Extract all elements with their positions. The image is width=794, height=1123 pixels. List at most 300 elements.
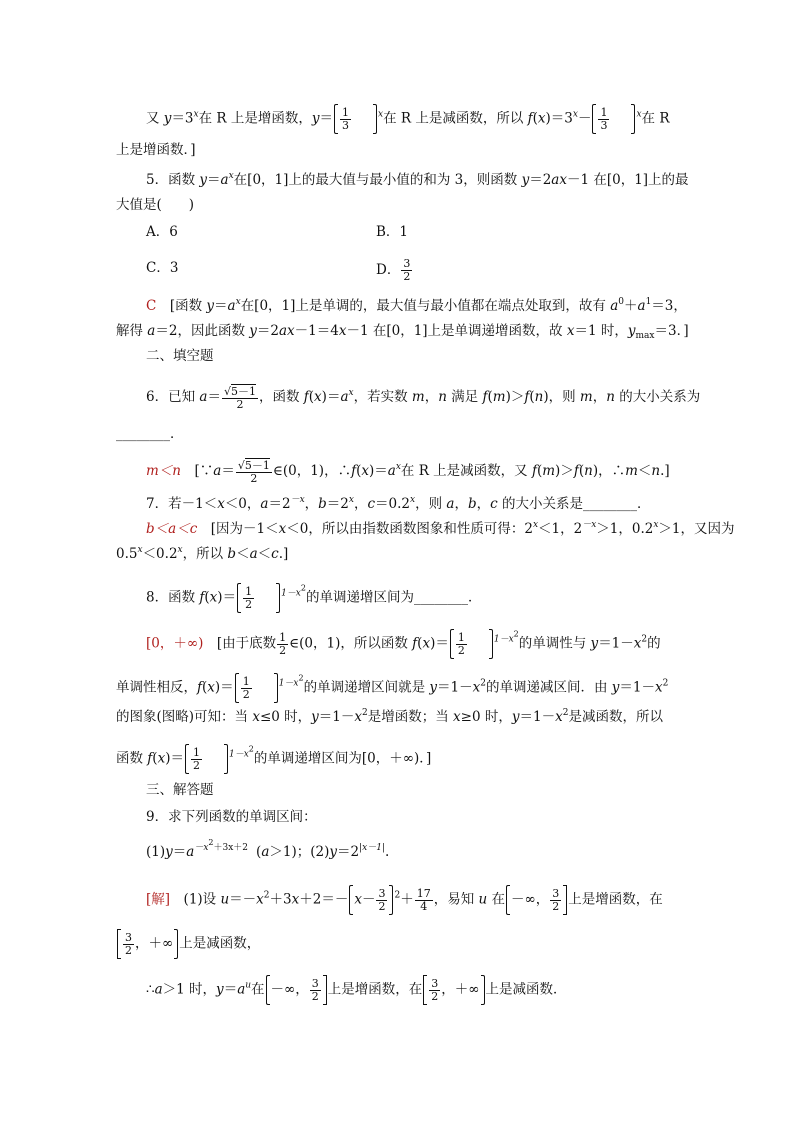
answer-7-line-2 xyxy=(116,544,288,564)
text: x xyxy=(354,891,362,908)
denominator: 2 xyxy=(250,472,258,485)
answer-text: m＜n xyxy=(146,463,181,479)
text: ＜ xyxy=(637,463,652,479)
text: |x－1| xyxy=(359,843,385,853)
text: 是增函数；当 xyxy=(367,709,454,725)
text: x xyxy=(472,679,481,696)
left-paren xyxy=(235,673,239,703)
denominator: 2 xyxy=(245,597,253,611)
text: ＋3x＋2 xyxy=(213,843,249,853)
text: 0 xyxy=(618,297,624,307)
text: ， xyxy=(424,389,439,405)
numerator: 1 xyxy=(457,630,465,644)
text: 上是减函数， xyxy=(179,935,261,952)
text: 1－x xyxy=(278,678,299,689)
text: x xyxy=(636,109,642,120)
question-6-line-1 xyxy=(146,384,700,411)
right-paren xyxy=(276,583,280,613)
text: x xyxy=(572,109,578,120)
denominator: 2 xyxy=(279,643,287,657)
fraction xyxy=(191,747,202,772)
text: )＞ xyxy=(505,389,525,405)
left-paren xyxy=(506,885,510,915)
text: 上是减函数． xyxy=(485,981,567,998)
text: ∴ xyxy=(146,981,155,998)
text: a xyxy=(260,496,269,512)
text: ＞1)；(2) xyxy=(269,844,330,860)
text: ，＋∞ xyxy=(135,935,174,952)
text: ＝1－ xyxy=(598,635,634,652)
text: y xyxy=(249,323,257,339)
text: 7．若－1＜ xyxy=(146,496,218,512)
text: ＝1－ xyxy=(519,709,556,725)
text: a xyxy=(154,981,163,998)
text: ＋3 xyxy=(269,891,292,908)
denominator: 3 xyxy=(342,118,349,132)
numerator: 3 xyxy=(403,257,411,270)
text: )＝ xyxy=(430,635,449,652)
text: ＝1－ xyxy=(619,679,656,696)
left-paren xyxy=(450,629,454,659)
text: ( xyxy=(578,463,585,479)
text: 9．求下列函数的单调区间： xyxy=(146,809,317,825)
text: f xyxy=(527,110,533,127)
text: － xyxy=(577,110,592,127)
answer-letter: C xyxy=(146,298,157,314)
text: ＝1－ xyxy=(437,679,473,696)
text: b xyxy=(467,496,477,512)
text: C．3 xyxy=(146,260,179,276)
text: －1 在[0，1]上的最 xyxy=(566,172,689,188)
option-d xyxy=(376,258,413,283)
text: ＝2 xyxy=(256,323,279,339)
question-8 xyxy=(146,583,481,613)
text: x xyxy=(537,110,546,127)
option-c xyxy=(146,258,178,278)
text: m xyxy=(542,463,556,479)
text: y xyxy=(216,981,224,998)
radicand: 5－1 xyxy=(244,459,270,472)
right-bracket xyxy=(323,975,327,1005)
text: 解得 xyxy=(116,323,148,339)
right-paren xyxy=(481,975,485,1005)
text: ( xyxy=(308,389,315,405)
text: m xyxy=(625,463,638,479)
denominator: 2 xyxy=(242,687,250,701)
text: 1－x xyxy=(281,588,301,599)
denominator: 2 xyxy=(125,943,132,957)
text: 的大小关系为 xyxy=(614,389,701,405)
text: ，＋∞ xyxy=(441,981,480,998)
text: f xyxy=(412,635,418,652)
numerator: √5－1 xyxy=(237,459,270,472)
section-heading: 二、填空题 xyxy=(146,348,214,364)
text: )＝ xyxy=(165,750,184,767)
text: x xyxy=(653,520,659,530)
numerator: √5－1 xyxy=(223,385,256,398)
denominator: 4 xyxy=(420,899,428,913)
text: y xyxy=(611,679,620,696)
text: 的单调递增区间就是 xyxy=(303,679,430,696)
right-bracket xyxy=(563,885,567,915)
text: ＝－ xyxy=(229,891,257,908)
text: (1)设 xyxy=(170,891,221,908)
option-b xyxy=(376,222,408,242)
text: a xyxy=(147,323,156,339)
text: y xyxy=(311,709,319,725)
right-paren xyxy=(631,104,635,134)
text: x xyxy=(532,520,539,530)
text: x xyxy=(555,709,563,725)
left-paren xyxy=(185,744,189,774)
numerator: 3 xyxy=(552,886,560,900)
fraction xyxy=(236,458,272,485)
text: x xyxy=(348,388,354,398)
numerator: 1 xyxy=(342,105,349,119)
text: ＝ xyxy=(319,110,333,127)
text: y xyxy=(206,298,215,314)
text: x xyxy=(378,109,384,120)
text: x xyxy=(207,679,215,696)
text: u xyxy=(220,891,230,908)
text: y xyxy=(165,844,173,860)
text: 1－x xyxy=(228,749,249,760)
text: y xyxy=(590,635,599,652)
text: [因为－1＜ xyxy=(197,521,279,537)
text: a xyxy=(199,389,208,405)
fraction xyxy=(429,978,440,1003)
answer-5-line-1 xyxy=(146,296,687,316)
text: n xyxy=(606,389,615,405)
text: －1 在[0，1]上是单调递增函数，故 xyxy=(346,323,567,339)
answer-8-line-2 xyxy=(116,673,668,703)
text: .] xyxy=(278,546,289,562)
text: ＝3 xyxy=(171,110,194,127)
text: 2 xyxy=(662,678,669,689)
text: ( xyxy=(204,589,210,606)
text: ( xyxy=(487,389,493,405)
text: ≤0 时， xyxy=(259,709,312,725)
text: 在 R 上是增函数， xyxy=(198,110,312,127)
text: 2 xyxy=(480,678,486,689)
text: a xyxy=(249,546,258,562)
text: y xyxy=(627,323,636,339)
text: a xyxy=(637,298,646,314)
text: ＋2＝－ xyxy=(299,891,349,908)
text: )＝3 xyxy=(545,110,573,127)
text: ( xyxy=(356,463,362,479)
text: 1－x xyxy=(493,634,514,645)
text: ＝1－ xyxy=(318,709,355,725)
text: ＋ xyxy=(400,891,414,908)
text: 大值是( ) xyxy=(116,197,195,213)
text: － xyxy=(361,891,376,908)
answer-blank: ________． xyxy=(116,426,184,442)
fraction xyxy=(241,676,252,701)
text: ，若实数 xyxy=(353,389,412,405)
answer-5-line-2 xyxy=(116,321,689,341)
text: x xyxy=(410,495,416,505)
numerator: 3 xyxy=(431,976,439,990)
text: ， xyxy=(476,496,491,512)
text: 6．已知 xyxy=(146,389,200,405)
numerator: 3 xyxy=(311,976,319,990)
denominator: 2 xyxy=(311,989,319,1003)
text: 的大小关系是________． xyxy=(497,496,651,512)
text: f xyxy=(482,389,488,405)
text: x xyxy=(235,297,241,307)
numerator: 1 xyxy=(600,105,608,119)
text: x xyxy=(278,521,287,537)
text: x xyxy=(354,709,363,725)
text: .] xyxy=(660,463,670,479)
text: 在 R 上是减函数，所以 xyxy=(383,110,528,127)
text: 2 xyxy=(562,708,569,718)
denominator: 2 xyxy=(403,270,411,283)
text: x xyxy=(633,635,642,652)
text: 5．函数 xyxy=(146,172,200,188)
text: x xyxy=(256,891,264,908)
fraction xyxy=(598,107,609,132)
text: ax xyxy=(551,172,567,188)
text: b xyxy=(318,496,327,512)
text: x xyxy=(177,545,183,555)
text: y xyxy=(311,110,320,127)
text: 的单调递增区间为________． xyxy=(305,589,482,606)
fraction xyxy=(550,888,561,913)
text: n xyxy=(438,389,447,405)
text: x xyxy=(217,496,225,512)
numerator: 17 xyxy=(416,886,431,900)
text: ( xyxy=(532,110,538,127)
text: ＜ xyxy=(257,546,272,562)
fraction xyxy=(340,107,351,132)
text: 的 xyxy=(647,635,661,652)
text: x xyxy=(348,495,354,505)
text: x xyxy=(395,462,401,472)
text: ＝2 xyxy=(337,844,360,860)
solution-tag: [解] xyxy=(146,891,171,908)
text: ＝2 xyxy=(326,496,349,512)
text: [函数 xyxy=(156,298,207,314)
text: 在 xyxy=(251,981,265,998)
fraction xyxy=(376,888,387,913)
text: ＝3， xyxy=(651,298,687,314)
text: ＝3．] xyxy=(654,323,689,339)
numerator: 3 xyxy=(378,886,386,900)
text: ＝2 xyxy=(268,496,291,512)
text: )＝ xyxy=(368,463,388,479)
answer-7-line-1 xyxy=(146,519,735,539)
text: ( xyxy=(202,679,208,696)
denominator: 2 xyxy=(192,758,200,772)
question-9-title xyxy=(146,807,317,827)
fraction xyxy=(277,632,288,657)
text: A．6 xyxy=(146,224,178,240)
fraction xyxy=(415,888,433,913)
text: x xyxy=(453,709,461,725)
text: －∞， xyxy=(270,981,309,998)
text: 在 R xyxy=(641,110,670,127)
text: 在[0，1]上是单调的，最大值与最小值都在端点处取到，故有 xyxy=(240,298,611,314)
text: y xyxy=(329,844,337,860)
text: 1 xyxy=(645,297,652,307)
text: c xyxy=(490,496,498,512)
left-paren xyxy=(266,975,270,1005)
text: )＝ xyxy=(214,679,234,696)
text: x xyxy=(252,709,260,725)
left-paren xyxy=(349,885,353,915)
text: f xyxy=(524,389,530,405)
text: x xyxy=(157,750,166,767)
numerator: 1 xyxy=(245,584,253,598)
fraction xyxy=(243,586,254,611)
text: a xyxy=(227,298,236,314)
left-paren xyxy=(592,104,596,134)
section-fill-in xyxy=(146,346,214,366)
text: u xyxy=(478,891,488,908)
text: x xyxy=(193,109,199,120)
right-paren xyxy=(174,929,178,959)
text: 2 xyxy=(641,634,648,645)
text: ＝ xyxy=(221,463,235,479)
text: 2 xyxy=(208,838,214,847)
answer-text: b＜a＜c xyxy=(146,521,198,537)
text: －x xyxy=(194,843,209,853)
text: f xyxy=(351,463,357,479)
left-bracket xyxy=(117,929,121,959)
text: 的单调递增区间为[0，＋∞)．] xyxy=(253,750,432,767)
text: f xyxy=(197,679,202,696)
text: a xyxy=(340,389,349,405)
text: －x xyxy=(290,495,305,505)
text: 又 xyxy=(146,110,164,127)
text: x xyxy=(137,545,143,555)
text: )＝ xyxy=(217,589,237,606)
text: ＝ xyxy=(223,981,238,998)
text: f xyxy=(573,463,579,479)
text: 2 xyxy=(513,629,519,639)
text: n xyxy=(584,463,593,479)
text: c xyxy=(367,496,376,512)
text: 8．函数 xyxy=(146,589,200,606)
answer-8-line-3 xyxy=(116,707,663,727)
text: ＜0，所以由指数函数图象和性质可得：2 xyxy=(286,521,533,537)
text: ＜1，2 xyxy=(538,521,583,537)
text: [∵ xyxy=(181,463,214,479)
text: ，函数 xyxy=(258,389,304,405)
section-solve xyxy=(146,780,214,800)
text: a xyxy=(610,298,619,314)
fraction xyxy=(123,932,134,957)
left-paren xyxy=(334,104,338,134)
right-paren xyxy=(274,673,278,703)
question-6-line-2 xyxy=(116,424,184,444)
answer-6 xyxy=(146,458,670,485)
text: 满足 xyxy=(446,389,483,405)
text: B．1 xyxy=(376,224,409,240)
question-7 xyxy=(146,494,650,514)
text: ( xyxy=(256,844,262,860)
text: ＝ xyxy=(172,844,187,860)
fraction xyxy=(456,632,467,657)
answer-9-line-2 xyxy=(116,929,260,959)
text: f xyxy=(199,589,205,606)
text: a xyxy=(387,463,396,479)
text: a xyxy=(261,844,270,860)
text: －1＝4 xyxy=(294,323,339,339)
text: ＞1，又因为 xyxy=(658,521,735,537)
text: ( xyxy=(152,750,158,767)
section-heading: 三、解答题 xyxy=(146,782,214,798)
answer-8-line-1 xyxy=(146,629,661,659)
text: 在 xyxy=(487,891,505,908)
text: ≥0 时， xyxy=(460,709,512,725)
text: 2 xyxy=(248,744,254,754)
text: x xyxy=(566,323,575,339)
numerator: 1 xyxy=(242,674,250,688)
text: x xyxy=(228,171,234,181)
denominator: 2 xyxy=(457,643,465,657)
answer-9-line-3 xyxy=(146,975,567,1005)
text: a xyxy=(186,844,195,860)
text: y xyxy=(199,172,208,188)
text: 的图象(图略)可知：当 xyxy=(116,709,253,725)
answer-text: [0，＋∞) xyxy=(146,635,204,652)
text: [由于底数 xyxy=(203,635,277,652)
text: )，∴ xyxy=(592,463,626,479)
text: －∞， xyxy=(511,891,550,908)
text: m xyxy=(411,389,425,405)
fraction xyxy=(222,384,258,411)
text: a xyxy=(213,463,222,479)
text: f xyxy=(303,389,309,405)
numerator: 1 xyxy=(279,630,287,644)
denominator: 2 xyxy=(378,899,386,913)
text: ( xyxy=(529,389,535,405)
text: ＞1，0.2 xyxy=(596,521,654,537)
text: D． xyxy=(376,262,401,278)
text: ， xyxy=(353,496,368,512)
text: ， xyxy=(454,496,468,512)
text: y xyxy=(429,679,438,696)
text: ＜0.2 xyxy=(142,546,178,562)
text: y xyxy=(163,110,172,127)
text: 上是增函数．] xyxy=(116,142,196,158)
text: ＝ xyxy=(214,298,228,314)
text: ＝ xyxy=(207,389,221,405)
text: ＝ xyxy=(207,172,221,188)
text: ＋ xyxy=(624,298,638,314)
text: 2 xyxy=(263,890,270,901)
fraction xyxy=(310,978,321,1003)
text: x xyxy=(655,679,663,696)
text: ax xyxy=(278,323,295,339)
left-paren xyxy=(237,583,241,613)
text: . xyxy=(384,844,390,860)
answer-8-line-4 xyxy=(116,744,431,774)
text: n xyxy=(534,389,544,405)
text: c xyxy=(271,546,279,562)
text: －x xyxy=(582,520,597,530)
question-9-parts xyxy=(146,838,390,862)
text: x xyxy=(209,589,218,606)
text: ∈(0，1)，∴ xyxy=(272,463,352,479)
text: ＜0， xyxy=(224,496,261,512)
denominator: 2 xyxy=(236,398,244,411)
denominator: 3 xyxy=(600,118,608,132)
text: x xyxy=(291,891,300,908)
